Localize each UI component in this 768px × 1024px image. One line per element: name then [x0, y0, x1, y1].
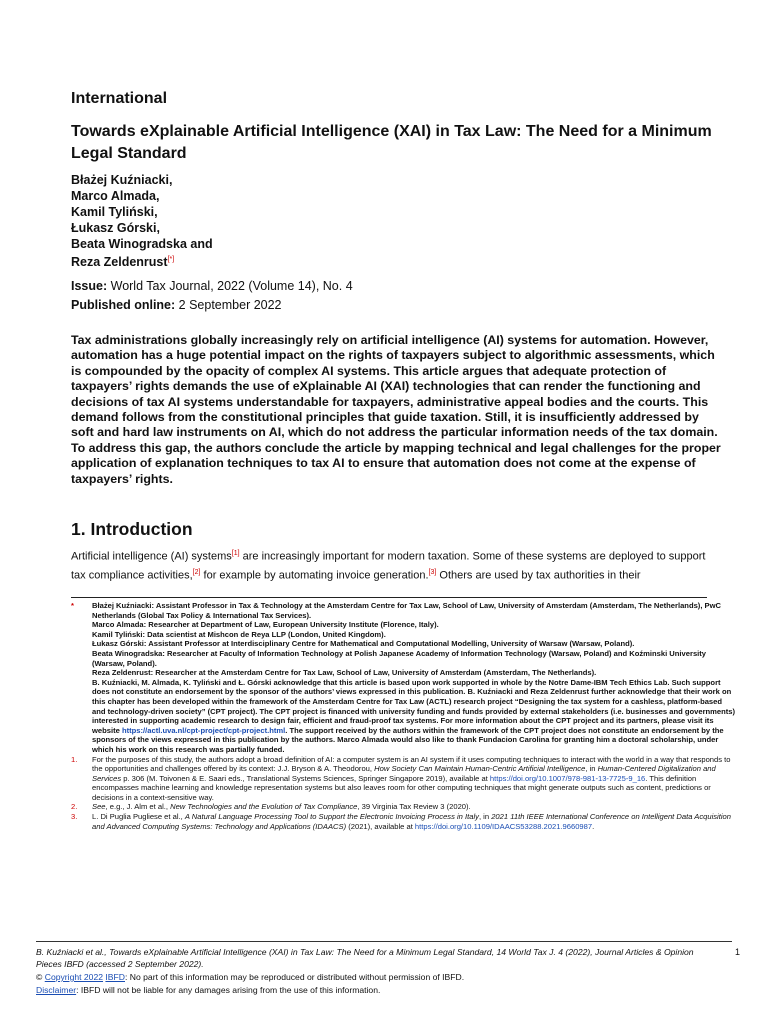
cpt-project-link[interactable]: https://actl.uva.nl/cpt-project/cpt-project.html: [121, 725, 286, 735]
intro-text: Others are used by tax authorities in their: [436, 569, 641, 582]
footnote-text: p. 306 (M. Toivonen & E. Saari eds., Translational Systems Sciences, Springer Singapore 2019), available at: [121, 773, 490, 783]
footnote-2-mark[interactable]: 2.: [71, 802, 78, 812]
footnote-italic: See: [92, 802, 106, 812]
author: Kamil Tyliński,: [71, 205, 158, 219]
footnote-text: , in: [478, 812, 492, 822]
disclaimer-link[interactable]: Disclaimer: [36, 985, 77, 995]
issue-line: [71, 277, 353, 296]
author-last-row: [71, 252, 213, 270]
footnote-line: Marco Almada: Researcher at Department of Law, European University Institute (Florence, Italy).: [92, 620, 439, 630]
footnote-text: For the purposes of this study, the authors adopt a broad definition of AI: a computer system is an AI system if it uses computing techniques to interact with the world in a way that responds to the opportunities and challenges offered by its context: J.J. Bryson & A. Theodorou,: [92, 754, 731, 774]
intro-text: Artificial intelligence (AI) systems: [71, 550, 232, 563]
disclaimer-line: [36, 984, 464, 997]
footnote-text: B. Kuźniacki, M. Almada, K. Tyliński and Ł. Górski acknowledge that this article is based upon work supported in whole by the Notre Dame-IBM Tech Ethics Lab. Such support does not constitute an endorsement by the sponsor of the authors’ views expressed in this publication. B. Kuźniacki and Reza Zeldenrust further acknowledge that their work on this chapter has been developed within the framework of the Amsterdam Centre for Tax Law (ACTL) research project “Designing the tax system for a cashless, platform-based and technology-driven society” (CPT project). The CPT project is financed with university funding and funds provided by external stakeholders (i.e. businesses and governments) interested in supporting academic research to design fair, efficient and fraud-proof tax systems. For more information about the CPT project and its partners, please visit its website: [92, 677, 736, 735]
author: Reza Zeldenrust: [71, 255, 168, 270]
footnote-1-mark[interactable]: 1.: [71, 754, 78, 764]
section-label: International: [71, 90, 168, 107]
footnote-line: Beata Winogradska: Researcher at Faculty of Information Technology at Polish Japanese Academy of Information Technology (Warsaw, Poland) and Koźminski University (Warsaw, Poland).: [92, 648, 707, 668]
footnote-divider: [71, 597, 707, 598]
footnote-italic: A Natural Language Processing Tool to Support the Electronic Invoicing Process in Italy: [184, 812, 479, 822]
footnote-star: [71, 601, 736, 755]
footnote-text: , e.g., J. Alm et al.,: [105, 802, 171, 812]
footnote-1: [71, 755, 736, 803]
footnote-text: , in: [585, 764, 598, 774]
footnote-italic: Human-Centered Digitalization and Services: [92, 764, 716, 783]
footnote-italic: How Society Can Maintain Human-Centric Artificial Intelligence: [374, 764, 586, 774]
author: Łukasz Górski,: [71, 221, 160, 235]
intro-paragraph: [71, 546, 721, 584]
footnote-text: , 39 Virginia Tax Review 3 (2020).: [357, 802, 471, 812]
footnote-text: L. Di Puglia Pugliese et al.,: [92, 812, 185, 822]
footnote-text: . This definition encompasses machine learning and knowledge representation systems but also leaves room for other computing techniques that might generate outputs such as content, predictions or decisions in a context-sensitive way.: [92, 773, 711, 802]
author: Beata Winogradska and: [71, 237, 213, 251]
copyright-text: : No part of this information may be reproduced or distributed without permission of IBFD.: [125, 972, 465, 982]
footnote-link-1[interactable]: [1]: [231, 550, 240, 557]
article-title: Towards eXplainable Artificial Intelligence (XAI) in Tax Law: The Need for a Minimum Legal Standard: [71, 123, 712, 162]
article-meta: [71, 277, 353, 315]
issue-label: Issue:: [71, 279, 108, 293]
footnote-line: Błażej Kuźniacki: Assistant Professor in Tax & Technology at the Amsterdam Centre for Tax Law, School of Law, University of Amsterdam (Amsterdam, The Netherlands), PwC Netherlands (Global Tax Policy & International Tax Services).: [92, 601, 722, 620]
footnote-2: [71, 802, 736, 812]
footer-legal: [36, 971, 464, 997]
author: Błażej Kuźniacki,: [71, 173, 173, 187]
footnote-star-mark: *: [71, 601, 74, 610]
footnote-text: .: [592, 821, 595, 831]
doi-link-1[interactable]: https://doi.org/10.1007/978-981-13-7725-9_16: [489, 773, 646, 783]
published-line: [71, 296, 353, 315]
footer-citation: B. Kuźniacki et al., Towards eXplainable Artificial Intelligence (XAI) in Tax Law: The Need for a Minimum Legal Standard, 14 World Tax J. 4 (2022), Journal Articles & Opinion Pieces IBFD (accessed 2 September 2022).: [36, 947, 694, 969]
published-value: 2 September 2022: [178, 298, 282, 312]
footnote-acknowledgement: [92, 678, 736, 755]
footnote-3-mark[interactable]: 3.: [71, 812, 78, 822]
published-label: Published online:: [71, 298, 176, 312]
footer-divider: [36, 941, 732, 942]
footnote-link-2[interactable]: [2]: [192, 569, 201, 577]
copyright-link[interactable]: Copyright 2022: [44, 972, 104, 982]
intro-text: for example by automating invoice generation.: [200, 569, 429, 582]
footnotes: [71, 601, 736, 831]
footnote-text: (2021), available at: [346, 821, 415, 831]
author-footnote-link[interactable]: [*]: [167, 256, 175, 263]
footnote-line: Kamil Tyliński: Data scientist at Mishcon de Reya LLP (London, United Kingdom).: [92, 629, 386, 639]
footnote-text: . The support received by the authors within the framework of the CPT project does not constitute an endorsement by the sponsors of the views expressed in this publication by the authors. Marco Almada would also like to thank Fundacion Carolina for granting him a doctoral scholarship, under which his work on this research was partially funded.: [92, 725, 724, 754]
footnote-line: Łukasz Górski: Assistant Professor at Interdisciplinary Centre for Mathematical and Computational Modelling, University of Warsaw (Warsaw, Poland).: [92, 639, 635, 649]
doi-link-3[interactable]: https://doi.org/10.1109/IDAACS53288.2021.9660987: [414, 821, 593, 831]
ibfd-link[interactable]: IBFD: [105, 972, 125, 982]
copyright-symbol: ©: [36, 972, 43, 982]
footnote-line: Reza Zeldenrust: Researcher at the Amsterdam Centre for Tax Law, School of Law, University of Amsterdam (Amsterdam, The Netherlands).: [92, 668, 597, 678]
section-heading-introduction: 1. Introduction: [71, 519, 193, 539]
intro-text: are increasingly important for modern taxation. Some of these systems are deployed to support tax compliance activities,: [71, 550, 706, 582]
abstract: Tax administrations globally increasingly rely on artificial intelligence (AI) systems for automation. However, automation has a huge potential impact on the rights of taxpayers subject to algorithmic assessments, which is compounded by the opacity of complex AI systems. This article argues that adequate protection of taxpayers’ rights demands the use of eXplainable AI (XAI) technologies that can render the functioning and decisions of tax AI systems understandable for taxpayers, administrative appeal bodies and the courts. This demand follows from the constitutional principles that guide taxation. Still, it is insufficiently addressed by soft and hard law instruments on AI, which do not address the particular information needs of the tax domain. To address this gap, the authors conclude the article by mapping technical and legal challenges for the proper application of explanation techniques to tax AI to ensure that automation does not come at the expense of taxpayers’ rights.: [71, 333, 721, 486]
author: Marco Almada,: [71, 189, 160, 203]
disclaimer-text: : IBFD will not be liable for any damages arising from the use of this information.: [76, 985, 381, 995]
issue-value: World Tax Journal, 2022 (Volume 14), No. 4: [110, 279, 353, 293]
author-list: [71, 172, 213, 270]
footnote-italic: 2021 11th IEEE International Conference on Intelligent Data Acquisition and Advanced Computing Systems: Technology and Applications (IDAACS): [92, 812, 731, 831]
footnote-3: [71, 812, 736, 831]
footnote-link-3[interactable]: [3]: [428, 569, 437, 577]
copyright-line: [36, 971, 464, 984]
page-number: 1: [735, 947, 741, 957]
footnote-italic: New Technologies and the Evolution of Tax Compliance: [170, 802, 358, 812]
